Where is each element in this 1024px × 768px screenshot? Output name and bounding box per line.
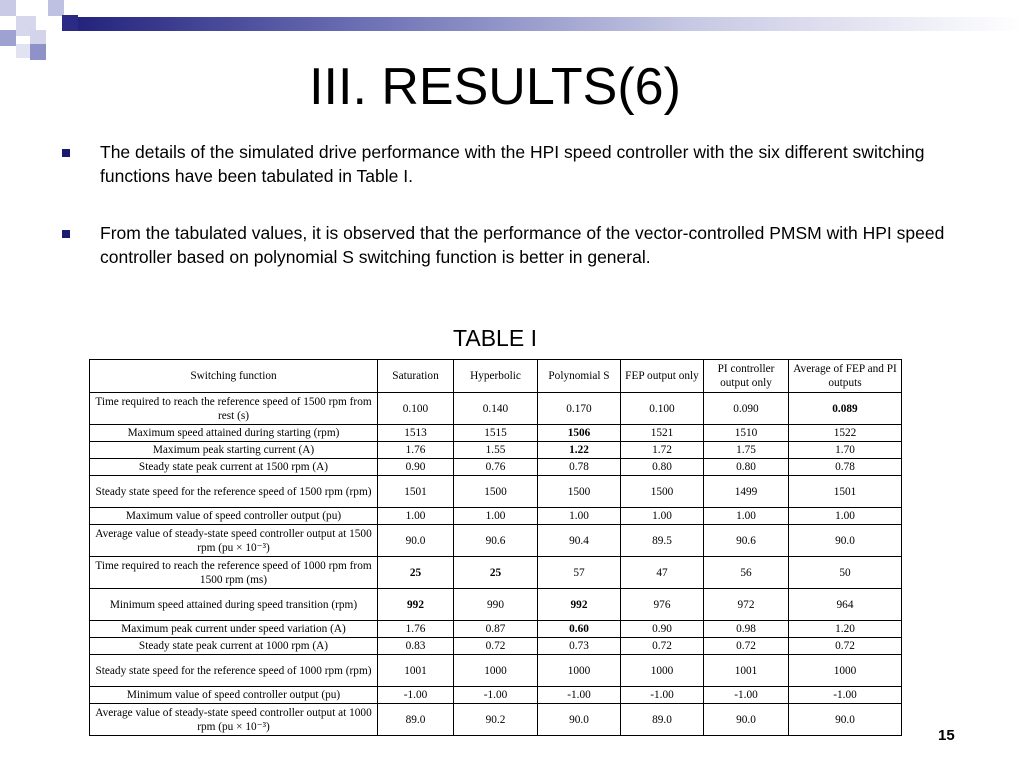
table-cell: 1500 [621,476,704,508]
table-cell-best: 1506 [538,425,621,442]
table-cell: 0.76 [454,459,538,476]
table-cell: 0.140 [454,393,538,425]
table-cell: -1.00 [378,687,454,704]
table-cell: 89.5 [621,525,704,557]
table-cell: 1501 [789,476,902,508]
table-cell: 56 [704,557,789,589]
table-cell: -1.00 [704,687,789,704]
table-cell-best: 1.22 [538,442,621,459]
table-cell: -1.00 [789,687,902,704]
table-cell: 57 [538,557,621,589]
row-label: Minimum value of speed controller output (pu) [90,687,378,704]
header-gradient-bar [76,17,1024,31]
table-cell: 90.2 [454,704,538,736]
table-cell: 90.0 [704,704,789,736]
table-cell: 0.78 [789,459,902,476]
row-label: Maximum speed attained during starting (rpm) [90,425,378,442]
table-cell-best: 25 [378,557,454,589]
table-row [90,508,902,525]
table-cell: 89.0 [378,704,454,736]
table-cell: 1513 [378,425,454,442]
page-number: 15 [938,727,955,744]
table-cell: 1.70 [789,442,902,459]
table-row [90,638,902,655]
table-cell: -1.00 [454,687,538,704]
table-row [90,687,902,704]
row-label: Time required to reach the reference speed of 1500 rpm from rest (s) [90,393,378,425]
table-row [90,557,902,589]
table-cell: -1.00 [538,687,621,704]
column-header: Average of FEP and PI outputs [789,360,902,393]
row-label: Minimum speed attained during speed transition (rpm) [90,589,378,621]
table-cell: 1.00 [621,508,704,525]
square-bullet-icon [62,149,70,157]
table-cell: 1510 [704,425,789,442]
table-cell: 1.75 [704,442,789,459]
table-cell: 1.00 [704,508,789,525]
bullet-item [62,140,962,188]
table-cell: 1500 [538,476,621,508]
table-row [90,704,902,736]
column-header: Hyperbolic [454,360,538,393]
table-cell: 0.80 [621,459,704,476]
table-cell: 90.6 [704,525,789,557]
table-cell: 0.72 [789,638,902,655]
table-cell: 1521 [621,425,704,442]
table-cell: 1000 [621,655,704,687]
table-cell: 1515 [454,425,538,442]
table-cell: 0.90 [378,459,454,476]
table-header-row [90,360,902,393]
column-header: FEP output only [621,360,704,393]
column-header: Polynomial S [538,360,621,393]
table-cell: 972 [704,589,789,621]
row-label: Maximum value of speed controller output (pu) [90,508,378,525]
table-cell: 90.0 [378,525,454,557]
decor-square [48,0,64,16]
bullet-text: The details of the simulated drive performance with the HPI speed controller with the six different switching functions have been tabulated in Table I. [100,142,925,186]
table-cell: 976 [621,589,704,621]
row-label: Steady state speed for the reference speed of 1500 rpm (rpm) [90,476,378,508]
column-header: Saturation [378,360,454,393]
bullet-text: From the tabulated values, it is observed that the performance of the vector-controlled PMSM with HPI speed controller based on polynomial S switching function is better in general. [100,223,945,267]
table-cell: 964 [789,589,902,621]
column-header: PI controller output only [704,360,789,393]
row-label: Steady state speed for the reference speed of 1000 rpm (rpm) [90,655,378,687]
table-cell: 47 [621,557,704,589]
table-cell: 90.4 [538,525,621,557]
table-row [90,442,902,459]
table-cell: 1.76 [378,621,454,638]
table-cell: 1499 [704,476,789,508]
table-cell: 0.100 [378,393,454,425]
square-bullet-icon [62,230,70,238]
table-cell: 990 [454,589,538,621]
table-cell: 1000 [789,655,902,687]
table-cell: 0.100 [621,393,704,425]
decor-square [62,15,78,31]
table-cell: 90.0 [789,525,902,557]
table-cell: 1.20 [789,621,902,638]
column-header: Switching function [90,360,378,393]
table-row [90,425,902,442]
row-label: Maximum peak current under speed variation (A) [90,621,378,638]
bullet-list [62,140,962,302]
table-cell: 0.72 [454,638,538,655]
table-cell: 1000 [454,655,538,687]
table-cell: -1.00 [621,687,704,704]
table-cell: 90.6 [454,525,538,557]
table-cell: 0.87 [454,621,538,638]
slide-title: III. RESULTS(6) [309,58,681,116]
table-cell: 0.72 [704,638,789,655]
table-cell: 1.76 [378,442,454,459]
row-label: Maximum peak starting current (A) [90,442,378,459]
table-row [90,621,902,638]
table-cell: 0.73 [538,638,621,655]
table-cell: 1.00 [454,508,538,525]
row-label: Steady state peak current at 1500 rpm (A) [90,459,378,476]
table-cell: 1500 [454,476,538,508]
table-cell: 0.170 [538,393,621,425]
table-row [90,655,902,687]
table-cell: 50 [789,557,902,589]
table-cell: 90.0 [538,704,621,736]
row-label: Average value of steady-state speed controller output at 1500 rpm (pu × 10⁻³) [90,525,378,557]
table-cell: 1.55 [454,442,538,459]
results-table [89,359,902,736]
table-row [90,589,902,621]
table-row [90,476,902,508]
table-cell: 1.72 [621,442,704,459]
table-cell-best: 25 [454,557,538,589]
table-cell: 1522 [789,425,902,442]
table-cell-best: 0.60 [538,621,621,638]
table-cell: 0.090 [704,393,789,425]
decor-square [0,0,16,16]
table-cell: 90.0 [789,704,902,736]
table-cell: 1000 [538,655,621,687]
row-label: Steady state peak current at 1000 rpm (A) [90,638,378,655]
row-label: Time required to reach the reference speed of 1000 rpm from 1500 rpm (ms) [90,557,378,589]
table-row [90,459,902,476]
table-row [90,525,902,557]
table-cell: 0.80 [704,459,789,476]
table-cell: 0.83 [378,638,454,655]
table-cell: 1.00 [378,508,454,525]
table-caption: TABLE I [453,325,537,351]
table-cell-best: 992 [378,589,454,621]
table-cell: 1001 [704,655,789,687]
table-cell: 0.90 [621,621,704,638]
table-cell: 1001 [378,655,454,687]
table-row [90,393,902,425]
table-cell: 1.00 [789,508,902,525]
decor-square [0,30,16,46]
table-cell-best: 992 [538,589,621,621]
table-cell: 1.00 [538,508,621,525]
table-cell-best: 0.089 [789,393,902,425]
table-cell: 0.72 [621,638,704,655]
table-cell: 1501 [378,476,454,508]
table-cell: 0.78 [538,459,621,476]
table-cell: 0.98 [704,621,789,638]
bullet-item [62,221,962,269]
table-cell: 89.0 [621,704,704,736]
row-label: Average value of steady-state speed controller output at 1000 rpm (pu × 10⁻³) [90,704,378,736]
